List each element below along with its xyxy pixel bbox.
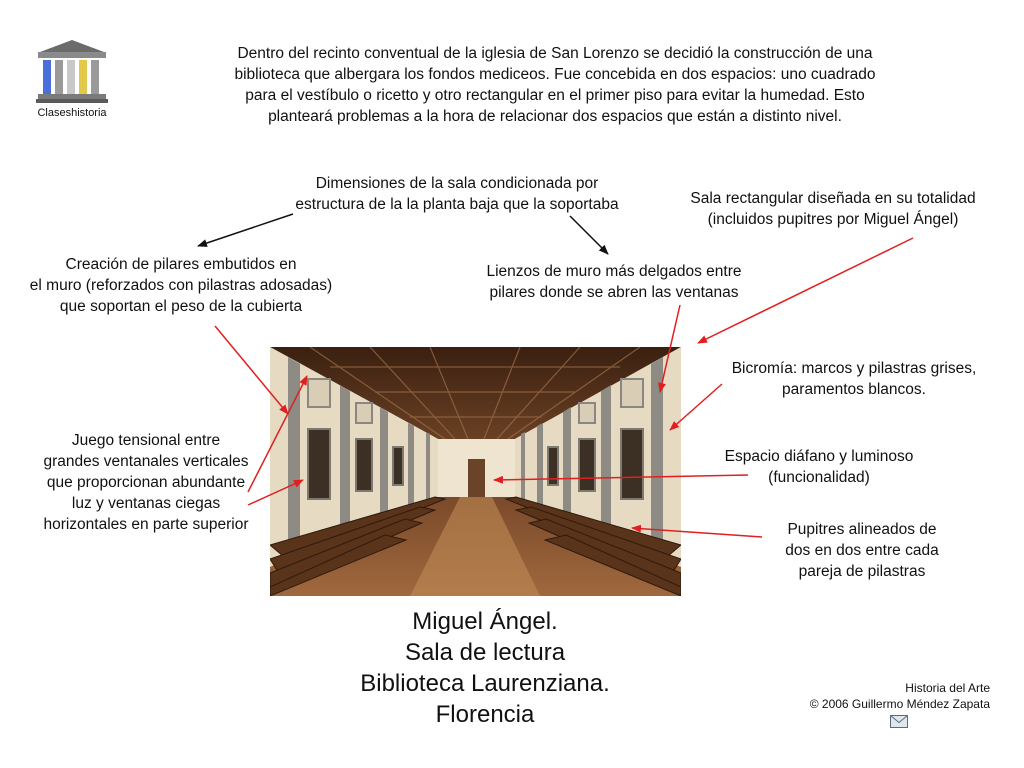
annotation-line: Espacio diáfano y luminoso xyxy=(724,448,914,465)
annotation-line: que soportan el peso de la cubierta xyxy=(59,298,303,315)
logo-label: Claseshistoria xyxy=(37,107,107,119)
annotation-line: Lienzos de muro más delgados entre xyxy=(486,263,742,280)
intro-line: Dentro del recinto conventual de la iglesia de San Lorenzo se decidió la construcción de una xyxy=(237,45,873,62)
envelope-icon[interactable] xyxy=(890,715,908,728)
annotation-lienzos xyxy=(456,261,772,303)
annotation-line: que proporcionan abundante xyxy=(46,474,246,491)
annotation-line: pareja de pilastras xyxy=(798,563,926,580)
annotation-line: Creación de pilares embutidos en xyxy=(65,256,297,273)
annotation-line: horizontales en parte superior xyxy=(43,516,249,533)
annotation-bicromia xyxy=(706,358,1002,400)
annotation-dimensiones xyxy=(262,173,652,215)
caption-line: Florencia xyxy=(435,701,535,728)
annotation-line: (incluidos pupitres por Miguel Ángel) xyxy=(707,211,959,228)
annotation-line: Juego tensional entre xyxy=(71,432,221,449)
caption-line: Biblioteca Laurenziana. xyxy=(360,670,610,697)
greek-temple-icon xyxy=(34,38,110,104)
credit-line: Historia del Arte xyxy=(905,681,990,695)
reading-room-photo xyxy=(270,347,681,596)
annotation-juego xyxy=(24,430,268,535)
annotation-line: pilares donde se abren las ventanas xyxy=(489,284,739,301)
annotation-line: paramentos blancos. xyxy=(782,381,926,398)
annotation-pilares xyxy=(6,254,356,317)
annotation-line: el muro (reforzados con pilastras adosadas) xyxy=(29,277,333,294)
annotation-line: Bicromía: marcos y pilastras grises, xyxy=(731,360,977,377)
annotation-espacio xyxy=(706,446,932,488)
intro-paragraph xyxy=(190,43,920,127)
annotation-line: grandes ventanales verticales xyxy=(43,453,249,470)
intro-line: biblioteca que albergara los fondos mediceos. Fue concebida en dos espacios: uno cuadrado xyxy=(234,66,876,83)
caption-line: Miguel Ángel. xyxy=(412,608,558,635)
annotation-line: Pupitres alineados de xyxy=(787,521,937,538)
annotation-line: Dimensiones de la sala condicionada por xyxy=(315,175,599,192)
annotation-line: dos en dos entre cada xyxy=(785,542,939,559)
intro-line: para el vestíbulo o ricetto y otro rectangular en el primer piso para evitar la humedad. Esto xyxy=(245,87,865,104)
arrow-dimensiones-pilares xyxy=(198,214,293,246)
annotation-line: luz y ventanas ciegas xyxy=(71,495,221,512)
intro-line: planteará problemas a la hora de relacionar dos espacios que están a distinto nivel. xyxy=(268,108,842,125)
annotation-line: (funcionalidad) xyxy=(768,469,870,486)
annotation-line: estructura de la la planta baja que la soportaba xyxy=(295,196,619,213)
credit-block xyxy=(760,680,990,712)
annotation-pupitres xyxy=(756,519,968,582)
slide-caption xyxy=(300,606,670,730)
credit-line: © 2006 Guillermo Méndez Zapata xyxy=(809,697,990,711)
annotation-line: Sala rectangular diseñada en su totalidad xyxy=(690,190,976,207)
arrow-dimensiones-lienzos xyxy=(570,216,608,254)
annotation-sala xyxy=(668,188,998,230)
caption-line: Sala de lectura xyxy=(404,639,566,666)
